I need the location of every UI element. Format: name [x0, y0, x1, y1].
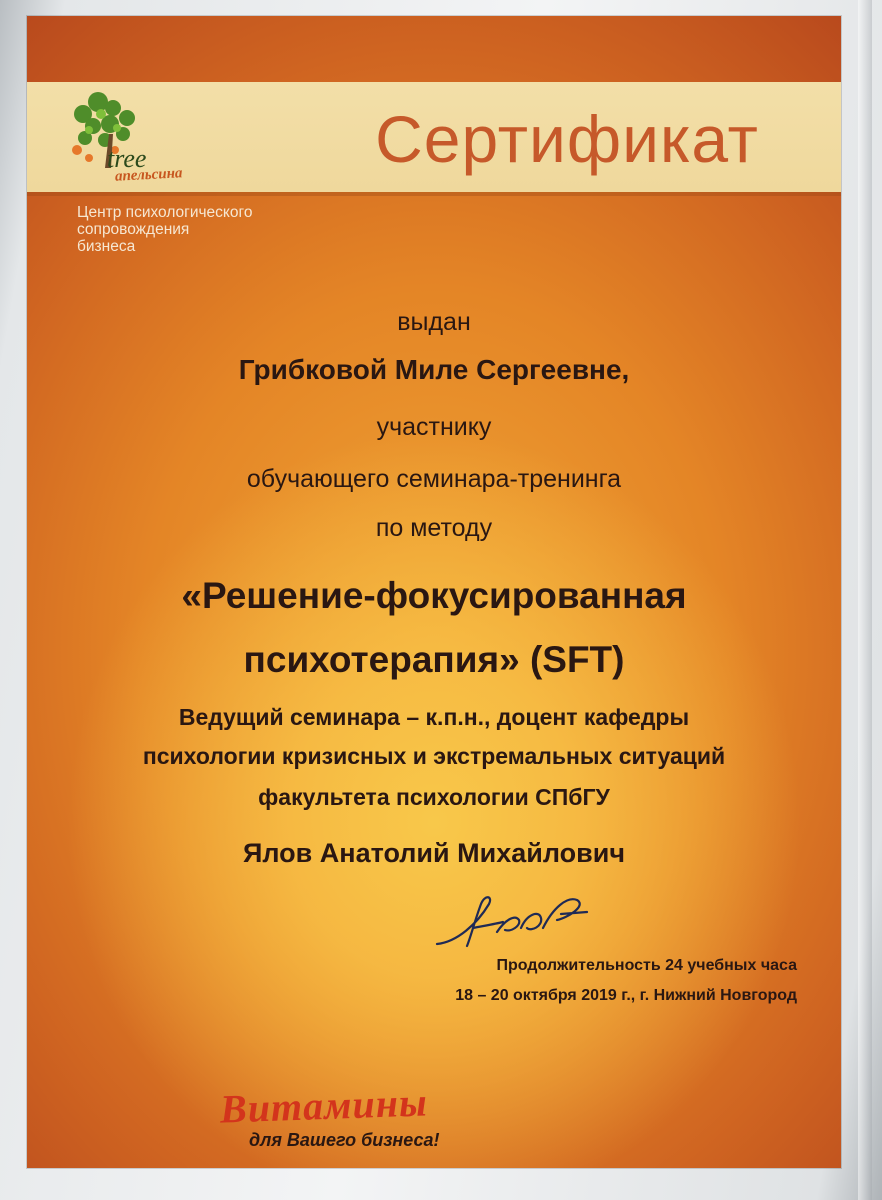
slogan-sub: для Вашего бизнеса! — [249, 1130, 440, 1150]
participant-line: обучающего семинара-тренинга — [246, 465, 622, 493]
organization-line: сопровождения — [77, 221, 190, 238]
logo-subword: апельсина — [114, 165, 183, 185]
slogan-main: Витамины — [219, 1079, 429, 1132]
organization-name — [77, 204, 337, 255]
lead-info-line: Ведущий семинара – к.п.н., доцент кафедры — [178, 704, 690, 730]
lead-info-line: факультета психологии СПбГУ — [258, 784, 610, 810]
method-title-line: психотерапия» (SFT) — [243, 639, 625, 680]
signature — [427, 884, 617, 964]
sleeve-edge — [858, 0, 872, 1200]
method-title-line: «Решение-фокусированная — [181, 575, 687, 616]
lead-name: Ялов Анатолий Михайлович — [242, 838, 626, 868]
organization-line: бизнеса — [77, 238, 136, 255]
logo-word: tree — [107, 144, 147, 173]
dates-place-text: 18 – 20 октября 2019 г., г. Нижний Новгород — [455, 987, 797, 1004]
organization-line: Центр психологического — [77, 204, 253, 221]
duration-text: Продолжительность 24 учебных часа — [496, 957, 797, 974]
issued-label: выдан — [397, 308, 471, 336]
lead-info-line: психологии кризисных и экстремальных ситуаций — [142, 743, 726, 769]
participant-line: участнику — [376, 413, 492, 441]
recipient-name: Грибковой Миле Сергеевне, — [238, 354, 630, 385]
certificate-sheet — [27, 16, 841, 1168]
header-band-shadow — [27, 192, 841, 196]
certificate-title: Сертификат — [375, 102, 759, 176]
participant-line: по методу — [375, 514, 493, 542]
